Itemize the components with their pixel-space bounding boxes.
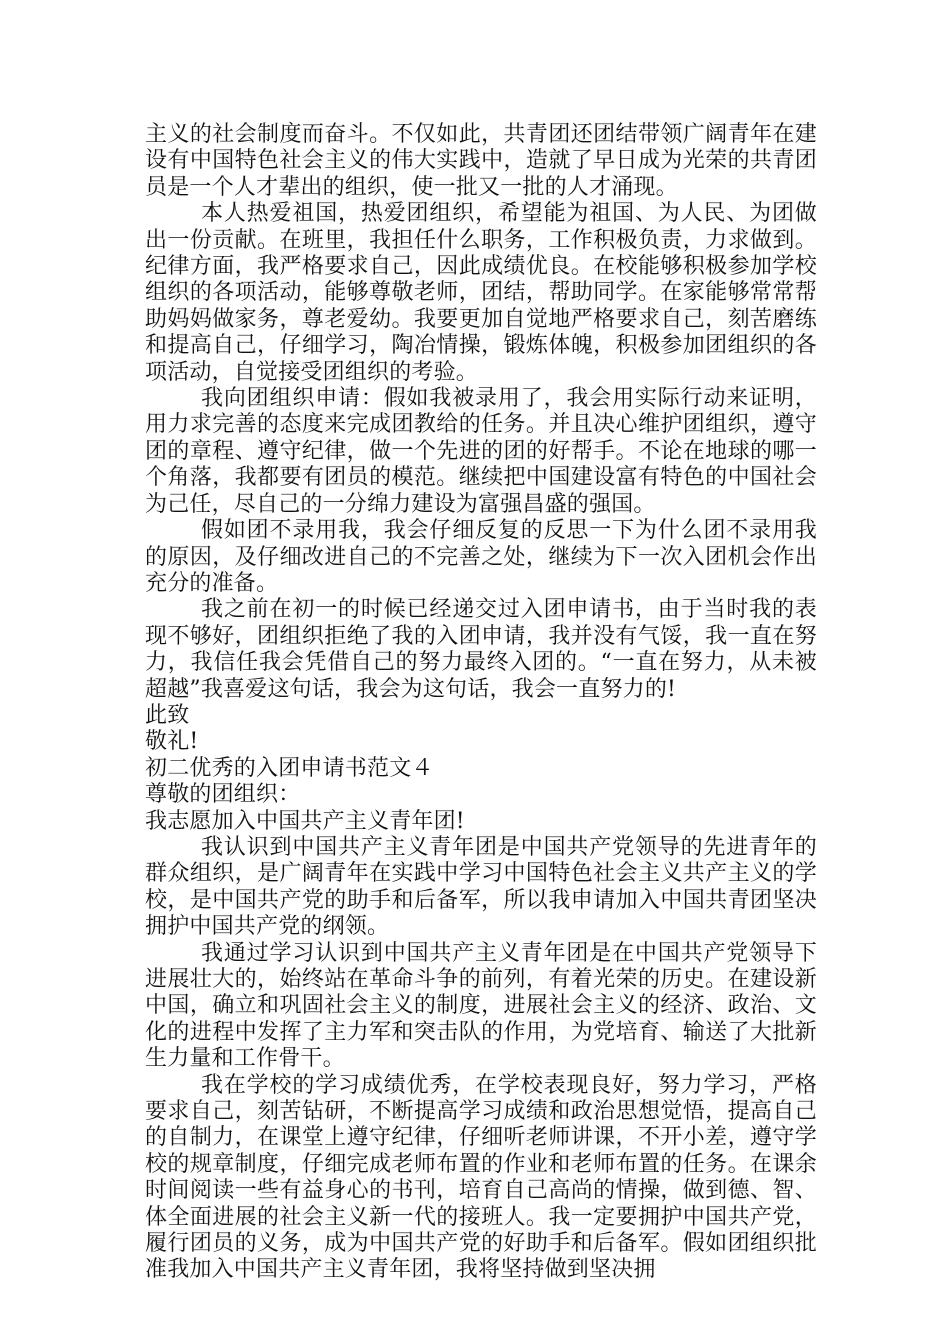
document-body xyxy=(145,122,817,1284)
paragraph-previous-attempt: 我之前在初一的时候已经递交过入团申请书，由于当时我的表现不够好，团组织拒绝了我的入团申请，我并没有气馁，我一直在努力，我信任我会凭借自己的努力最终入团的。“一直在努力，从未被超越”我喜爱这句话，我会为这句话，我会一直努力的! xyxy=(145,597,817,702)
closing-cizhi: 此致 xyxy=(145,702,190,728)
paragraph-history: 我通过学习认识到中国共产主义青年团是在中国共产党领导下进展壮大的，始终站在革命斗争的前列，有着光荣的历史。在建设新中国，确立和巩固社会主义的制度，进展社会主义的经济、政治、文化的进程中发挥了主力军和突击队的作用，为党培育、输送了大批新生力量和工作骨干。 xyxy=(145,940,817,1072)
section-title: 初二优秀的入团申请书范文４ xyxy=(145,755,434,781)
salutation: 尊敬的团组织： xyxy=(145,782,301,808)
paragraph-school-performance: 我在学校的学习成绩优秀，在学校表现良好，努力学习，严格要求自己，刻苦钻研，不断提高学习成绩和政治思想觉悟，提高自己的自制力，在课堂上遵守纪律，仔细听老师讲课，不开小差，遵守学校的规章制度，仔细完成老师布置的作业和老师布置的任务。在课余时间阅读一些有益身心的书刊，培育自己高尚的情操，做到德、智、体全面进展的社会主义新一代的接班人。我一定要拥护中国共产党，履行团员的义务，成为中国共产党的好助手和后备军。假如团组织批准我加入中国共产主义青年团，我将坚持做到坚决拥 xyxy=(145,1072,817,1283)
closing-jingli: 敬礼! xyxy=(145,729,199,755)
paragraph-understanding: 我认识到中国共产主义青年团是中国共产党领导的先进青年的群众组织，是广阔青年在实践中学习中国特色社会主义共产主义的学校，是中国共产党的助手和后备军，所以我申请加入中国共青团坚决拥护中国共产党的纲领。 xyxy=(145,834,817,940)
paragraph-continuation: 主义的社会制度而奋斗。不仅如此，共青团还团结带领广阔青年在建设有中国特色社会主义的伟大实践中，造就了早日成为光荣的共青团员是一个人才辈出的组织，使一批又一批的人才涌现。 xyxy=(145,122,817,200)
paragraph-application-pledge: 我向团组织申请：假如我被录用了，我会用实际行动来证明，用力求完善的态度来完成团教给的任务。并且决心维护团组织，遵守团的章程、遵守纪律，做一个先进的团的好帮手。不论在地球的哪一个角落，我都要有团员的模范。继续把中国建设富有特色的中国社会为己任，尽自己的一分绵力建设为富强昌盛的强国。 xyxy=(145,386,817,517)
opening-statement: 我志愿加入中国共产主义青年团! xyxy=(145,808,465,834)
paragraph-self-introduction: 本人热爱祖国，热爱团组织，希望能为祖国、为人民、为团做出一份贡献。在班里，我担任什么职务，工作积极负责，力求做到。纪律方面，我严格要求自己，因此成绩优良。在校能够积极参加学校组织的各项活动，能够尊敬老师，团结，帮助同学。在家能够常常帮助妈妈做家务，尊老爱幼。我要更加自觉地严格要求自己，刻苦磨练和提高自己，仔细学习，陶冶情操，锻炼体魄，积极参加团组织的各项活动，自觉接受团组织的考验。 xyxy=(145,201,817,385)
paragraph-if-rejected: 假如团不录用我，我会仔细反复的反思一下为什么团不录用我的原因，及仔细改进自己的不完善之处，继续为下一次入团机会作出充分的准备。 xyxy=(145,518,817,596)
